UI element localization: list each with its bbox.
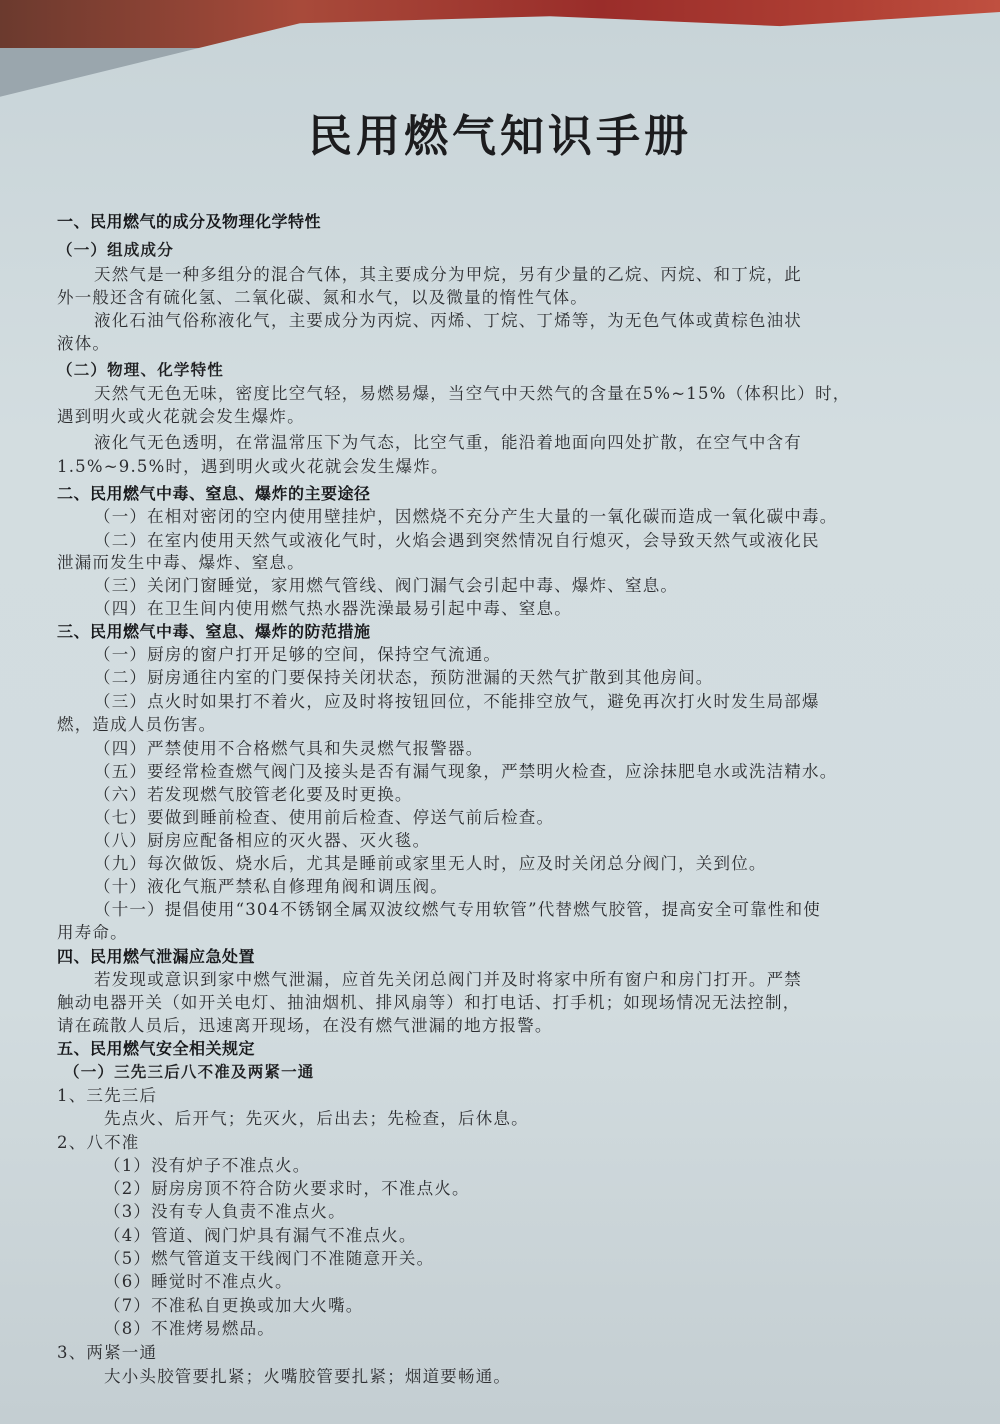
list-item: （一）厨房的窗户打开足够的空间，保持空气流通。 (94, 645, 502, 664)
rule-item: （5）燃气管道支干线阀门不准随意开关。 (104, 1249, 435, 1268)
numbered-heading: 1、三先三后 (57, 1086, 158, 1105)
list-item: （三）关闭门窗睡觉，家用燃气管线、阀门漏气会引起中毒、爆炸、窒息。 (94, 576, 679, 595)
rule-item: （3）没有专人負责不准点火。 (104, 1202, 346, 1221)
paragraph-line: 1.5%~9.5%时，遇到明火或火花就会发生爆炸。 (57, 457, 449, 476)
paragraph-line: 若发现或意识到家中燃气泄漏，应首先关闭总阀门并及时将家中所有窗户和房门打开。严禁 (94, 970, 802, 989)
list-item: （五）要经常检查燃气阀门及接头是否有漏气现象，严禁明火检查，应涂抹肥皂水或洗洁精水。 (94, 762, 838, 781)
list-item: （八）厨房应配备相应的灭火器、灭火毯。 (94, 831, 431, 850)
list-item-continued: 燃，造成人员伤害。 (57, 715, 217, 734)
paragraph-line: 天然气是一种多组分的混合气体，其主要成分为甲烷，另有少量的乙烷、丙烷、和丁烷，此 (94, 265, 802, 284)
rule-item: （1）没有炉子不准点火。 (104, 1156, 311, 1175)
list-item: （一）在相对密闭的空内使用壁挂炉，因燃烧不充分产生大量的一氧化碳而造成一氧化碳中毒。 (94, 507, 838, 526)
list-item: （四）在卫生间内使用燃气热水器洗澡最易引起中毒、窒息。 (94, 599, 572, 618)
list-item: （九）每次做饭、烧水后，尤其是睡前或家里无人时，应及时关闭总分阀门，关到位。 (94, 854, 767, 873)
section-1-heading: 一、民用燃气的成分及物理化学特性 (57, 212, 322, 231)
paragraph-line: 大小头胶管要扎紧；火嘴胶管要扎紧；烟道要畅通。 (104, 1367, 512, 1386)
paragraph-line: 先点火、后开气；先灭火，后出去；先检查，后休息。 (104, 1109, 529, 1128)
page-title: 民用燃气知识手册 (308, 111, 692, 162)
section-2-heading: 二、民用燃气中毒、窒息、爆炸的主要途径 (57, 484, 371, 503)
rule-item: （7）不准私自更换或加大火嘴。 (104, 1296, 364, 1315)
paragraph-line: 液体。 (57, 334, 111, 353)
section-1-sub-1: （一）组成成分 (57, 241, 174, 259)
section-1-sub-2: （二）物理、化学特性 (57, 361, 225, 379)
section-4-heading: 四、民用燃气泄漏应急处置 (57, 947, 256, 966)
list-item: （四）严禁使用不合格燃气具和失灵燃气报警器。 (94, 739, 484, 758)
rule-item: （4）管道、阀门炉具有漏气不准点火。 (104, 1226, 417, 1245)
list-item: （七）要做到睡前检查、使用前后检查、停送气前后检查。 (94, 808, 555, 827)
list-item-continued: 用寿命。 (57, 923, 128, 942)
list-item: （二）厨房通往内室的门要保持关闭状态，预防泄漏的天然气扩散到其他房间。 (94, 668, 714, 687)
rule-item: （2）厨房房顶不符合防火要求时，不准点火。 (104, 1179, 470, 1198)
paragraph-line: 遇到明火或火花就会发生爆炸。 (57, 407, 305, 426)
numbered-heading: 3、两紧一通 (57, 1343, 158, 1362)
paragraph-line: 天然气无色无味，密度比空气轻，易燃易爆，当空气中天然气的含量在5%~15%（体积比）时， (94, 384, 851, 403)
rule-item: （6）睡觉时不准点火。 (104, 1272, 293, 1291)
section-5-sub-1: （一）三先三后八不准及两紧一通 (64, 1063, 315, 1081)
list-item: （二）在室内使用天然气或液化气时，火焰会遇到突然情况自行熄灭，会导致天然气或液化民 (94, 531, 820, 550)
section-5-heading: 五、民用燃气安全相关规定 (57, 1039, 256, 1058)
paragraph-line: 外一般还含有硫化氢、二氧化碳、氮和水气，以及微量的惰性气体。 (57, 288, 588, 307)
list-item: （六）若发现燃气胶管老化要及时更换。 (94, 785, 413, 804)
section-3-heading: 三、民用燃气中毒、窒息、爆炸的防范措施 (57, 622, 371, 641)
paragraph-line: 请在疏散人员后，迅速离开现场，在没有燃气泄漏的地方报警。 (57, 1016, 553, 1035)
paragraph-line: 触动电器开关（如开关电灯、抽油烟机、排风扇等）和打电话、打手机；如现场情况无法控制， (57, 993, 801, 1012)
paragraph-line: 液化气无色透明，在常温常压下为气态，比空气重，能沿着地面向四处扩散，在空气中含有 (94, 433, 802, 452)
numbered-heading: 2、八不准 (57, 1133, 140, 1152)
paragraph-line: 液化石油气俗称液化气，主要成分为丙烷、丙烯、丁烷、丁烯等，为无色气体或黄棕色油状 (94, 311, 802, 330)
list-item: （三）点火时如果打不着火，应及时将按钮回位，不能排空放气，避免再次打火时发生局部爆 (94, 692, 820, 711)
rule-item: （8）不准烤易燃品。 (104, 1319, 275, 1338)
list-item: （十一）提倡使用“304不锈钢全属双波纹燃气专用软管”代替燃气胶管，提高安全可靠性和使 (94, 900, 821, 919)
list-item-continued: 泄漏而发生中毒、爆炸、窒息。 (57, 553, 305, 572)
list-item: （十）液化气瓶严禁私自修理角阀和调压阀。 (94, 877, 448, 896)
